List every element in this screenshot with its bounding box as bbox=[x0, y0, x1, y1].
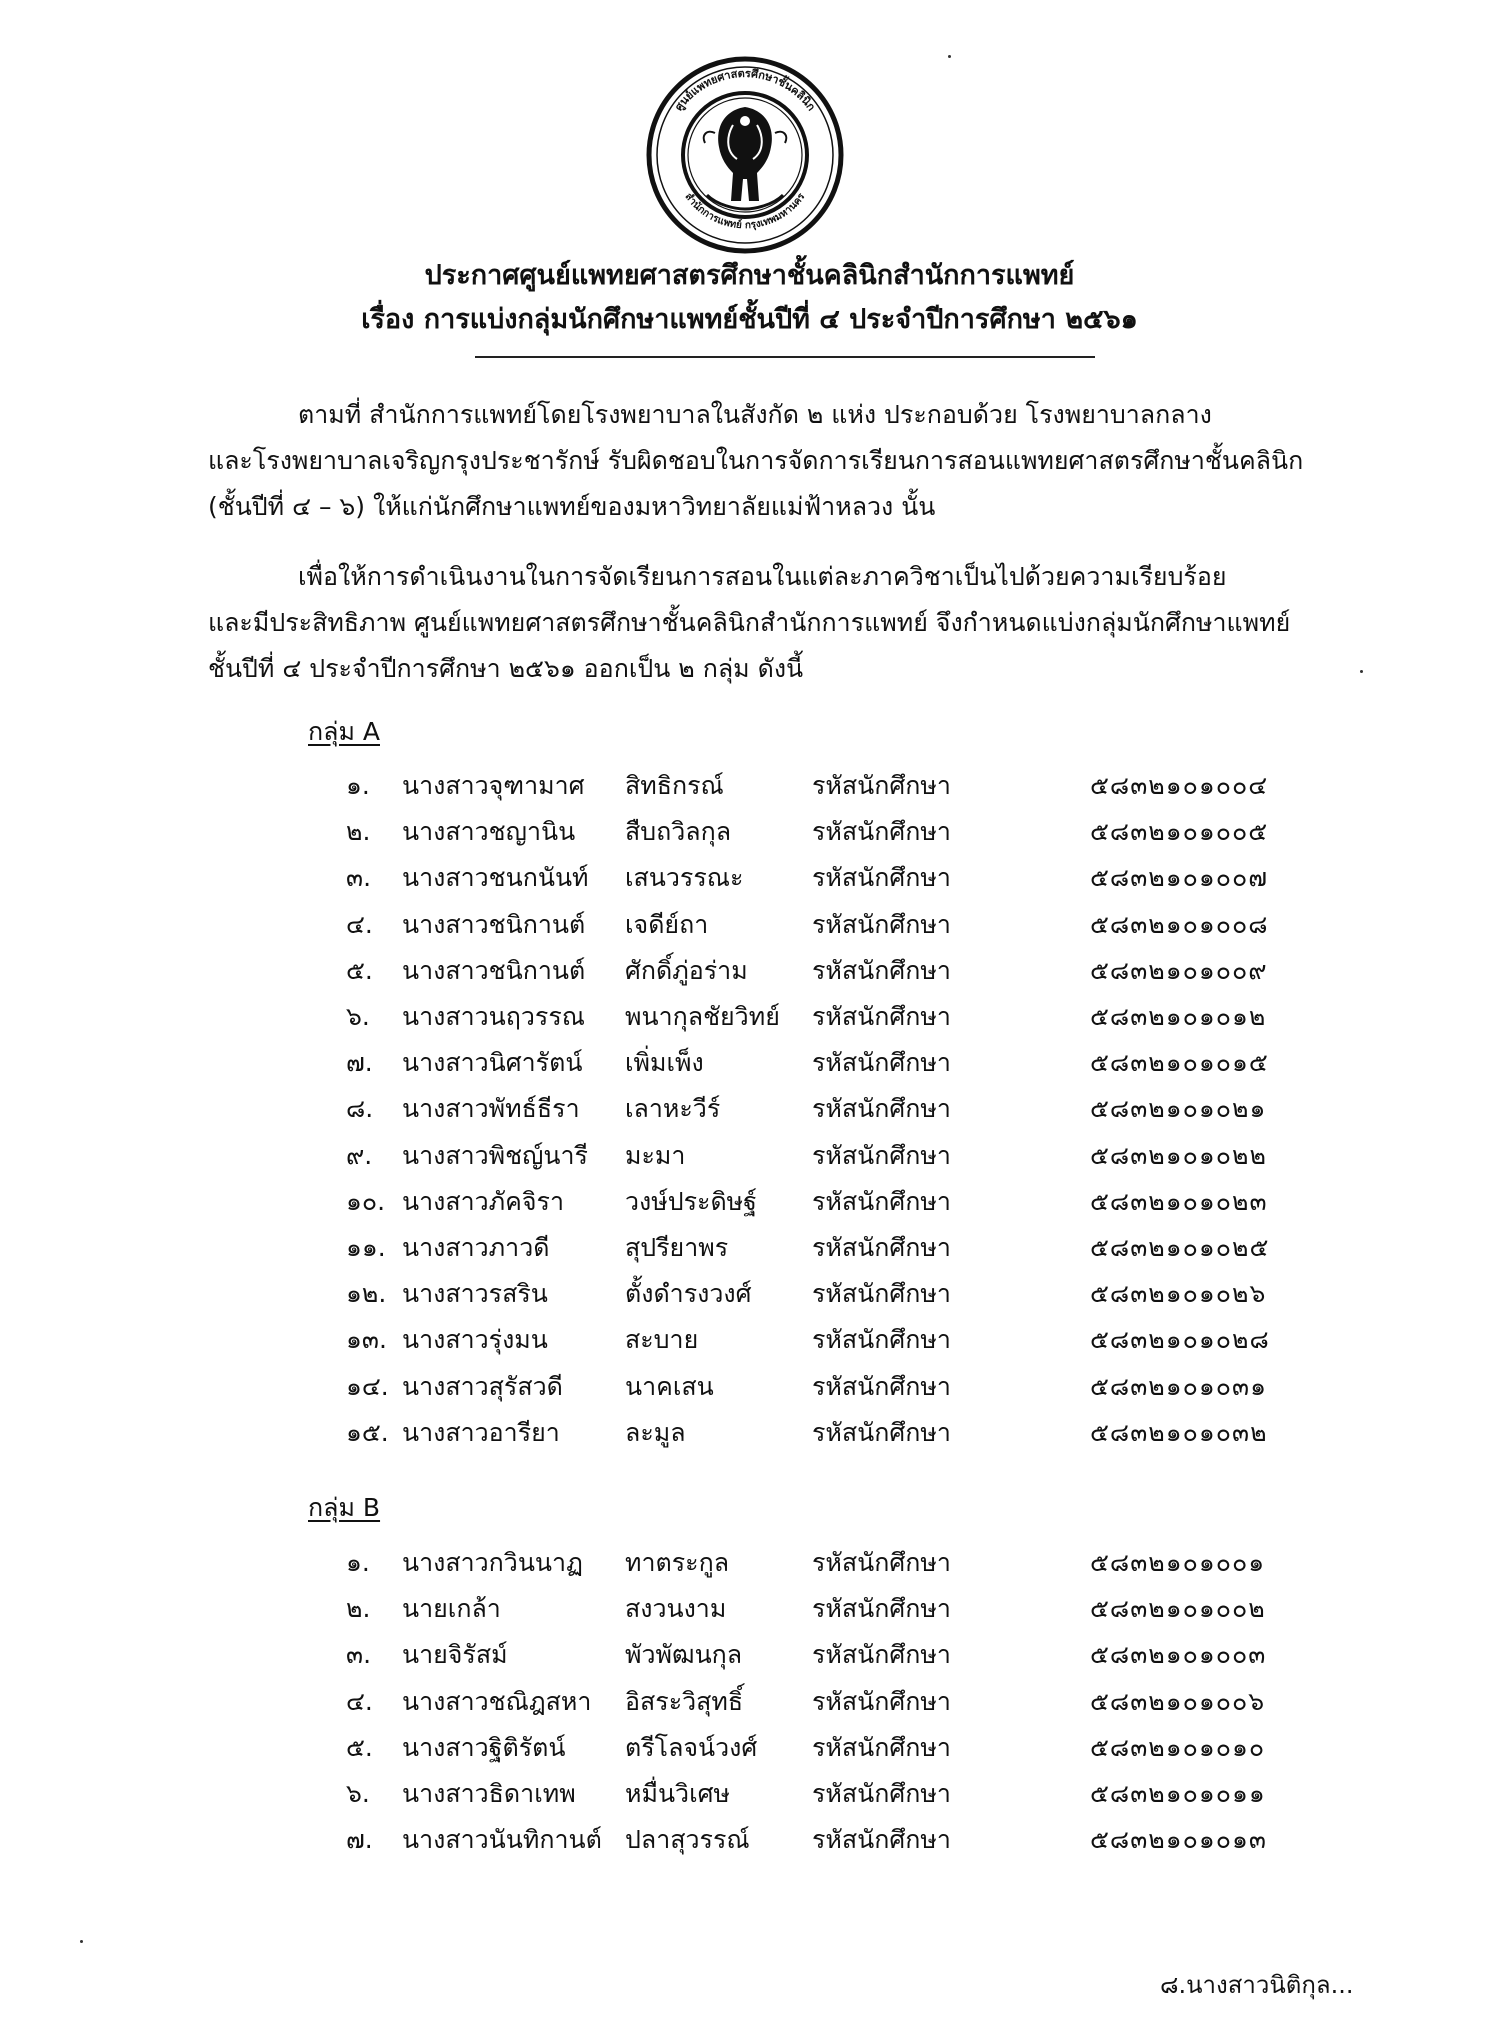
student-id-label: รหัสนักศึกษา bbox=[812, 1233, 951, 1262]
student-first-name: นางสาวจุฑามาศ bbox=[402, 771, 585, 800]
student-last-name: สุปรียาพร bbox=[625, 1233, 729, 1262]
student-row bbox=[0, 948, 1499, 994]
student-id: ๕๘๓๒๑๐๑๐๐๖ bbox=[1090, 1686, 1266, 1716]
paragraph-line: ตามที่ สำนักการแพทย์โดยโรงพยาบาลในสังกัด ๒ แห่ง ประกอบด้วย โรงพยาบาลกลาง bbox=[298, 400, 1212, 429]
student-id: ๕๘๓๒๑๐๑๐๑๓ bbox=[1090, 1825, 1267, 1855]
student-first-name: นางสาวภาวดี bbox=[402, 1233, 550, 1262]
student-number: ๒. bbox=[346, 1594, 371, 1624]
student-number: ๗. bbox=[346, 1825, 373, 1855]
student-row bbox=[0, 902, 1499, 948]
student-first-name: นางสาวธิดาเทพ bbox=[402, 1779, 576, 1808]
student-first-name: นายเกล้า bbox=[402, 1594, 501, 1624]
student-first-name: นางสาวพัทธ์ธีรา bbox=[402, 1094, 580, 1124]
student-id-label: รหัสนักศึกษา bbox=[812, 955, 951, 985]
student-first-name: นางสาวพิชญ์นารี bbox=[402, 1140, 588, 1170]
student-number: ๖. bbox=[346, 1779, 370, 1808]
student-id-label: รหัสนักศึกษา bbox=[812, 1779, 951, 1808]
student-last-name: ปลาสุวรรณ์ bbox=[625, 1825, 750, 1855]
student-last-name: พัวพัฒนกุล bbox=[625, 1640, 743, 1670]
student-row bbox=[0, 1540, 1499, 1586]
student-id-label: รหัสนักศึกษา bbox=[812, 1186, 951, 1216]
student-last-name: เพิ่มเพ็ง bbox=[625, 1048, 704, 1078]
student-row bbox=[0, 1086, 1499, 1132]
student-id-label: รหัสนักศึกษา bbox=[812, 1640, 951, 1670]
student-row bbox=[0, 1133, 1499, 1179]
student-id-label: รหัสนักศึกษา bbox=[812, 863, 951, 893]
student-id: ๕๘๓๒๑๐๑๐๒๓ bbox=[1090, 1186, 1268, 1216]
student-number: ๑๕. bbox=[346, 1417, 389, 1447]
student-last-name: ศักดิ์ภู่อร่าม bbox=[625, 955, 748, 985]
student-id: ๕๘๓๒๑๐๑๐๒๕ bbox=[1090, 1233, 1270, 1262]
student-first-name: นางสาวชณิฎสหา bbox=[402, 1686, 592, 1716]
student-id: ๕๘๓๒๑๐๑๐๒๖ bbox=[1090, 1279, 1267, 1309]
student-id: ๕๘๓๒๑๐๑๐๑๑ bbox=[1090, 1779, 1266, 1808]
student-id-label: รหัสนักศึกษา bbox=[812, 1686, 951, 1716]
student-number: ๘. bbox=[346, 1094, 374, 1124]
student-last-name: นาคเสน bbox=[625, 1371, 714, 1401]
student-number: ๑. bbox=[346, 771, 370, 800]
student-last-name: วงษ์ประดิษฐ์ bbox=[625, 1186, 757, 1216]
paragraph-line: และมีประสิทธิภาพ ศูนย์แพทยศาสตรศึกษาชั้นคลินิกสำนักการแพทย์ จึงกำหนดแบ่งกลุ่มนักศึกษาแพทย์ bbox=[208, 608, 1291, 637]
student-first-name: นางสาวสุรัสวดี bbox=[402, 1371, 563, 1401]
student-number: ๑๐. bbox=[346, 1186, 386, 1216]
student-number: ๑๓. bbox=[346, 1325, 387, 1355]
student-last-name: เลาหะวีร์ bbox=[625, 1094, 721, 1124]
student-id-label: รหัสนักศึกษา bbox=[812, 1325, 951, 1355]
student-row bbox=[0, 1364, 1499, 1410]
document-subject: เรื่อง การแบ่งกลุ่มนักศึกษาแพทย์ชั้นปีที่ ๔ ประจำปีการศึกษา ๒๕๖๑ bbox=[361, 304, 1138, 335]
student-first-name: นางสาวนันทิกานต์ bbox=[402, 1825, 602, 1855]
student-row bbox=[0, 1271, 1499, 1317]
student-id: ๕๘๓๒๑๐๑๐๐๒ bbox=[1090, 1594, 1266, 1624]
student-id-label: รหัสนักศึกษา bbox=[812, 909, 951, 939]
student-id: ๕๘๓๒๑๐๑๐๒๒ bbox=[1090, 1140, 1267, 1170]
student-number: ๕. bbox=[346, 955, 373, 985]
student-id-label: รหัสนักศึกษา bbox=[812, 1094, 951, 1124]
student-id: ๕๘๓๒๑๐๑๐๑๐ bbox=[1090, 1732, 1266, 1762]
student-row bbox=[0, 1771, 1499, 1817]
student-last-name: ตรีโลจน์วงศ์ bbox=[625, 1732, 758, 1762]
student-row bbox=[0, 1179, 1499, 1225]
student-number: ๑๒. bbox=[346, 1279, 387, 1309]
student-id: ๕๘๓๒๑๐๑๐๐๓ bbox=[1090, 1640, 1267, 1670]
student-row bbox=[0, 1725, 1499, 1771]
student-number: ๒. bbox=[346, 817, 371, 847]
student-id: ๕๘๓๒๑๐๑๐๓๑ bbox=[1090, 1371, 1267, 1401]
student-id: ๕๘๓๒๑๐๑๐๐๘ bbox=[1090, 909, 1269, 939]
student-last-name: สะบาย bbox=[625, 1325, 699, 1355]
student-id-label: รหัสนักศึกษา bbox=[812, 817, 951, 847]
student-id: ๕๘๓๒๑๐๑๐๑๕ bbox=[1090, 1048, 1269, 1078]
student-row bbox=[0, 1410, 1499, 1456]
student-id: ๕๘๓๒๑๐๑๐๐๔ bbox=[1090, 771, 1269, 800]
paragraph-2 bbox=[208, 554, 1370, 692]
student-id-label: รหัสนักศึกษา bbox=[812, 1002, 951, 1031]
student-id-label: รหัสนักศึกษา bbox=[812, 1048, 951, 1078]
scan-speck bbox=[1360, 670, 1363, 673]
student-last-name: พนากุลชัยวิทย์ bbox=[625, 1002, 780, 1031]
student-first-name: นางสาวรสริน bbox=[402, 1279, 548, 1309]
paragraph-line: ชั้นปีที่ ๔ ประจำปีการศึกษา ๒๕๖๑ ออกเป็น ๒ กลุ่ม ดังนี้ bbox=[208, 654, 804, 683]
student-row bbox=[0, 1817, 1499, 1863]
student-first-name: นางสาวรุ่งมน bbox=[402, 1325, 548, 1355]
student-row bbox=[0, 994, 1499, 1040]
paragraph-1 bbox=[208, 392, 1370, 530]
student-last-name: อิสระวิสุทธิ์ bbox=[625, 1686, 744, 1716]
student-first-name: นางสาวฐิติรัตน์ bbox=[402, 1732, 566, 1762]
student-number: ๔. bbox=[346, 1686, 373, 1716]
student-row bbox=[0, 1679, 1499, 1725]
student-last-name: สิทธิกรณ์ bbox=[625, 771, 724, 800]
student-id: ๕๘๓๒๑๐๑๐๑๒ bbox=[1090, 1002, 1267, 1031]
group-a-heading: กลุ่ม A bbox=[308, 717, 380, 746]
student-id-label: รหัสนักศึกษา bbox=[812, 1594, 951, 1624]
student-first-name: นางสาวนิศารัตน์ bbox=[402, 1048, 583, 1078]
student-last-name: ละมูล bbox=[625, 1417, 686, 1447]
student-number: ๙. bbox=[346, 1140, 373, 1170]
student-last-name: มะมา bbox=[625, 1140, 686, 1170]
student-id: ๕๘๓๒๑๐๑๐๐๑ bbox=[1090, 1548, 1266, 1577]
student-id-label: รหัสนักศึกษา bbox=[812, 1417, 951, 1447]
student-id-label: รหัสนักศึกษา bbox=[812, 771, 951, 800]
student-last-name: หมื่นวิเศษ bbox=[625, 1779, 730, 1808]
student-number: ๗. bbox=[346, 1048, 373, 1078]
paragraph-line: เพื่อให้การดำเนินงานในการจัดเรียนการสอนในแต่ละภาควิชาเป็นไปด้วยความเรียบร้อย bbox=[298, 562, 1227, 591]
seal-text-bottom: สำนักการแพทย์ กรุงเทพมหานคร bbox=[682, 191, 808, 232]
scan-speck bbox=[948, 55, 951, 58]
student-row bbox=[0, 1040, 1499, 1086]
student-id-label: รหัสนักศึกษา bbox=[812, 1548, 951, 1577]
paragraph-line: และโรงพยาบาลเจริญกรุงประชารักษ์ รับผิดชอบในการจัดการเรียนการสอนแพทยศาสตรศึกษาชั้นคลินิก bbox=[208, 446, 1304, 475]
student-number: ๓. bbox=[346, 863, 372, 893]
student-last-name: ทาตระกูล bbox=[625, 1548, 730, 1577]
student-id: ๕๘๓๒๑๐๑๐๓๒ bbox=[1090, 1417, 1268, 1447]
group-b-heading: กลุ่ม B bbox=[308, 1493, 381, 1522]
student-last-name: เจดีย์ถา bbox=[625, 909, 709, 939]
document-title: ประกาศศูนย์แพทยศาสตรศึกษาชั้นคลินิกสำนักการแพทย์ bbox=[424, 260, 1075, 291]
student-first-name: นางสาวชญานิน bbox=[402, 817, 576, 847]
student-id: ๕๘๓๒๑๐๑๐๒๘ bbox=[1090, 1325, 1270, 1355]
scan-speck bbox=[80, 1940, 83, 1943]
student-row bbox=[0, 1632, 1499, 1678]
student-number: ๑๑. bbox=[346, 1233, 386, 1262]
paragraph-line: (ชั้นปีที่ ๔ – ๖) ให้แก่นักศึกษาแพทย์ของมหาวิทยาลัยแม่ฟ้าหลวง นั้น bbox=[208, 492, 936, 521]
student-row bbox=[0, 1317, 1499, 1363]
student-first-name: นางสาวชนกนันท์ bbox=[402, 863, 589, 893]
student-number: ๕. bbox=[346, 1732, 373, 1762]
student-last-name: สืบถวิลกุล bbox=[625, 817, 732, 847]
student-number: ๓. bbox=[346, 1640, 372, 1670]
student-row bbox=[0, 1225, 1499, 1271]
student-first-name: นางสาวนฤวรรณ bbox=[402, 1002, 585, 1031]
student-first-name: นางสาวกวินนาฏ bbox=[402, 1548, 583, 1577]
student-id-label: รหัสนักศึกษา bbox=[812, 1732, 951, 1762]
student-row bbox=[0, 763, 1499, 809]
student-row bbox=[0, 1586, 1499, 1632]
continuation-note: ๘.นางสาวนิติกุล... bbox=[1160, 1971, 1354, 1999]
student-number: ๖. bbox=[346, 1002, 370, 1031]
student-first-name: นางสาวชนิกานต์ bbox=[402, 909, 586, 939]
student-row bbox=[0, 855, 1499, 901]
student-id-label: รหัสนักศึกษา bbox=[812, 1140, 951, 1170]
student-last-name: ตั้งดำรงวงศ์ bbox=[625, 1279, 752, 1309]
student-number: ๑๔. bbox=[346, 1371, 389, 1401]
student-id-label: รหัสนักศึกษา bbox=[812, 1279, 951, 1309]
student-last-name: เสนวรรณะ bbox=[625, 863, 744, 893]
student-first-name: นางสาวภัคจิรา bbox=[402, 1186, 564, 1216]
title-divider bbox=[475, 356, 1095, 358]
student-number: ๑. bbox=[346, 1548, 370, 1577]
student-id: ๕๘๓๒๑๐๑๐๐๕ bbox=[1090, 817, 1269, 847]
student-first-name: นางสาวอารียา bbox=[402, 1417, 560, 1447]
seal-text-top: ศูนย์แพทยศาสตรศึกษาชั้นคลินิก bbox=[672, 66, 818, 114]
student-first-name: นางสาวชนิกานต์ bbox=[402, 955, 586, 985]
student-id-label: รหัสนักศึกษา bbox=[812, 1371, 951, 1401]
student-id: ๕๘๓๒๑๐๑๐๒๑ bbox=[1090, 1094, 1267, 1124]
student-id: ๕๘๓๒๑๐๑๐๐๗ bbox=[1090, 863, 1269, 893]
student-last-name: สงวนงาม bbox=[625, 1594, 727, 1624]
student-id-label: รหัสนักศึกษา bbox=[812, 1825, 951, 1855]
student-row bbox=[0, 809, 1499, 855]
student-first-name: นายจิรัสม์ bbox=[402, 1640, 508, 1670]
seal-logo bbox=[645, 55, 845, 255]
student-number: ๔. bbox=[346, 909, 373, 939]
student-id: ๕๘๓๒๑๐๑๐๐๙ bbox=[1090, 955, 1268, 985]
